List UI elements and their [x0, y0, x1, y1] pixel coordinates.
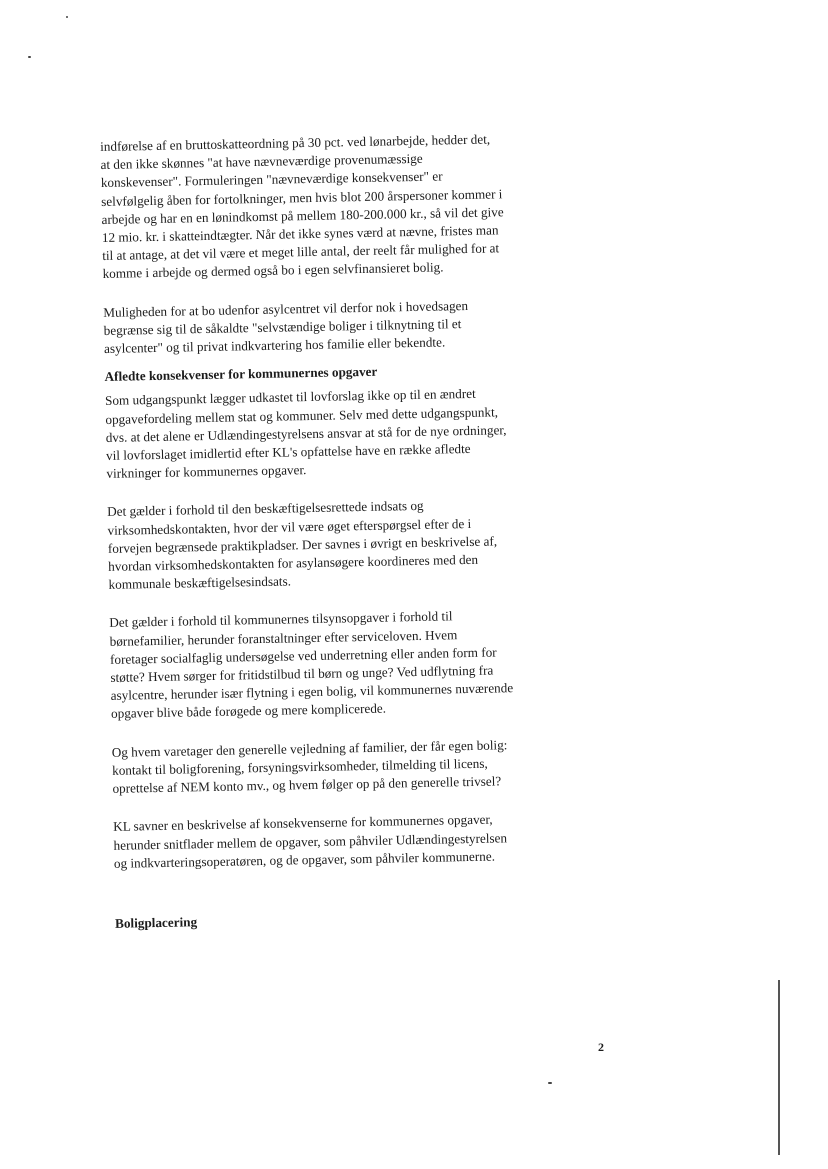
text-line: begrænse sig til de såkaldte "selvstændige boliger i tilknytning til et [103, 315, 462, 338]
text-line: arbejde og har en en lønindkomst på mellem 180-200.000 kr., så vil det give [101, 204, 504, 227]
paragraph-1 [100, 128, 603, 283]
text-line: dvs. at det alene er Udlændingestyrelsens ansvar at stå for de nye ordninger, [105, 422, 507, 445]
text-line: 12 mio. kr. i skatteindtægter. Når det ikke synes værd at nævne, fristes man [101, 222, 499, 245]
text-line: kommunale beskæftigelsesindsats. [108, 573, 292, 593]
text-line: herunder snitflader mellem de opgaver, som påhviler Udlændingestyrelsen [113, 829, 508, 853]
text-line: børnefamilier, herunder foranstaltninger efter serviceloven. Hvem [109, 626, 458, 649]
scan-speck [66, 16, 68, 18]
text-line: kontakt til boligforening, forsyningsvirksomheder, tilmelding til licens, [111, 755, 488, 778]
scan-speck [28, 56, 31, 58]
scan-speck [548, 1082, 552, 1084]
section-heading-afledte: Afledte konsekvenser for kommunernes opgaver [104, 363, 378, 385]
paragraph-3 [105, 383, 607, 484]
section-heading-boligplacering: Boligplacering [114, 914, 198, 931]
paragraph-7 [113, 809, 614, 873]
text-line: Det gælder i forhold til den beskæftigelsesrettede indsats og [107, 498, 424, 520]
text-line: asylcentre, herunder især flytning i egen bolig, vil kommunernes nuværende [110, 680, 514, 704]
text-line: indførelse af en bruttoskatteordning på 30 pct. ved lønarbejde, hedder det, [100, 131, 491, 154]
text-line: hvordan virksomhedskontakten for asylansøgere koordineres med den [108, 551, 479, 574]
paragraph-2 [103, 294, 604, 358]
text-line: opgaver blive både forøgede og mere komplicerede. [110, 701, 387, 722]
text-line: komme i arbejde og dermed også bo i egen selvfinansieret bolig. [102, 259, 444, 282]
text-line: virkninger for kommunernes opgaver. [106, 462, 307, 482]
text-line: asylcenter" og til privat indkvartering hos familie eller bekendte. [103, 334, 446, 356]
page-number: 2 [598, 1040, 604, 1054]
text-line: oprettelse af NEM konto mv., og hvem følger op på den generelle trivsel? [112, 773, 502, 796]
text-line: virksomhedskontakten, hvor der vil være øget efterspørgsel efter de i [107, 515, 472, 538]
document-body [100, 128, 615, 933]
paragraph-6 [112, 734, 613, 798]
scan-edge-line [778, 980, 780, 1155]
text-line: at den ikke skønnes "at have nævneværdige provenumæssige [100, 151, 423, 173]
paragraph-5 [109, 605, 611, 724]
text-line: konskevenser". Formuleringen "nævneværdige konsekvenser" er [100, 168, 443, 191]
text-line: støtte? Hvem sørger for fritidstilbud til børn og unge? Ved udflytning fra [110, 662, 494, 685]
text-line: selvfølgelig åben for fortolkninger, men hvis blot 200 årspersoner kommer i [101, 185, 503, 209]
text-line: forvejen begrænsede praktikpladser. Der savnes i øvrigt en beskrivelse af, [107, 533, 498, 556]
text-line: vil lovforslaget imidlertid efter KL's opfattelse have en række afledte [105, 440, 471, 463]
text-line: Som udgangspunkt lægger udkastet til lovforslag ikke op til en ændret [104, 386, 476, 409]
text-line: KL savner en beskrivelse af konsekvenserne for kommunernes opgaver, [113, 811, 493, 835]
text-line: Og hvem varetager den generelle vejledning af familier, der får egen bolig: [111, 736, 508, 760]
text-line: til at antage, at det vil være et meget lille antal, der reelt får mulighed for at [102, 240, 500, 264]
paragraph-4 [107, 494, 609, 595]
text-line: og indkvarteringsoperatøren, og de opgaver, som påhviler kommunerne. [113, 848, 496, 871]
text-line: opgavefordeling mellem stat og kommuner. Selv med dette udgangspunkt, [105, 404, 499, 427]
text-line: Muligheden for at bo udenfor asylcentret vil derfor nok i hovedsagen [103, 297, 469, 320]
text-line: Det gælder i forhold til kommunernes tilsynsopgaver i forhold til [109, 608, 453, 631]
text-line: foretager socialfaglig undersøgelse ved underretning eller anden form for [109, 644, 497, 667]
